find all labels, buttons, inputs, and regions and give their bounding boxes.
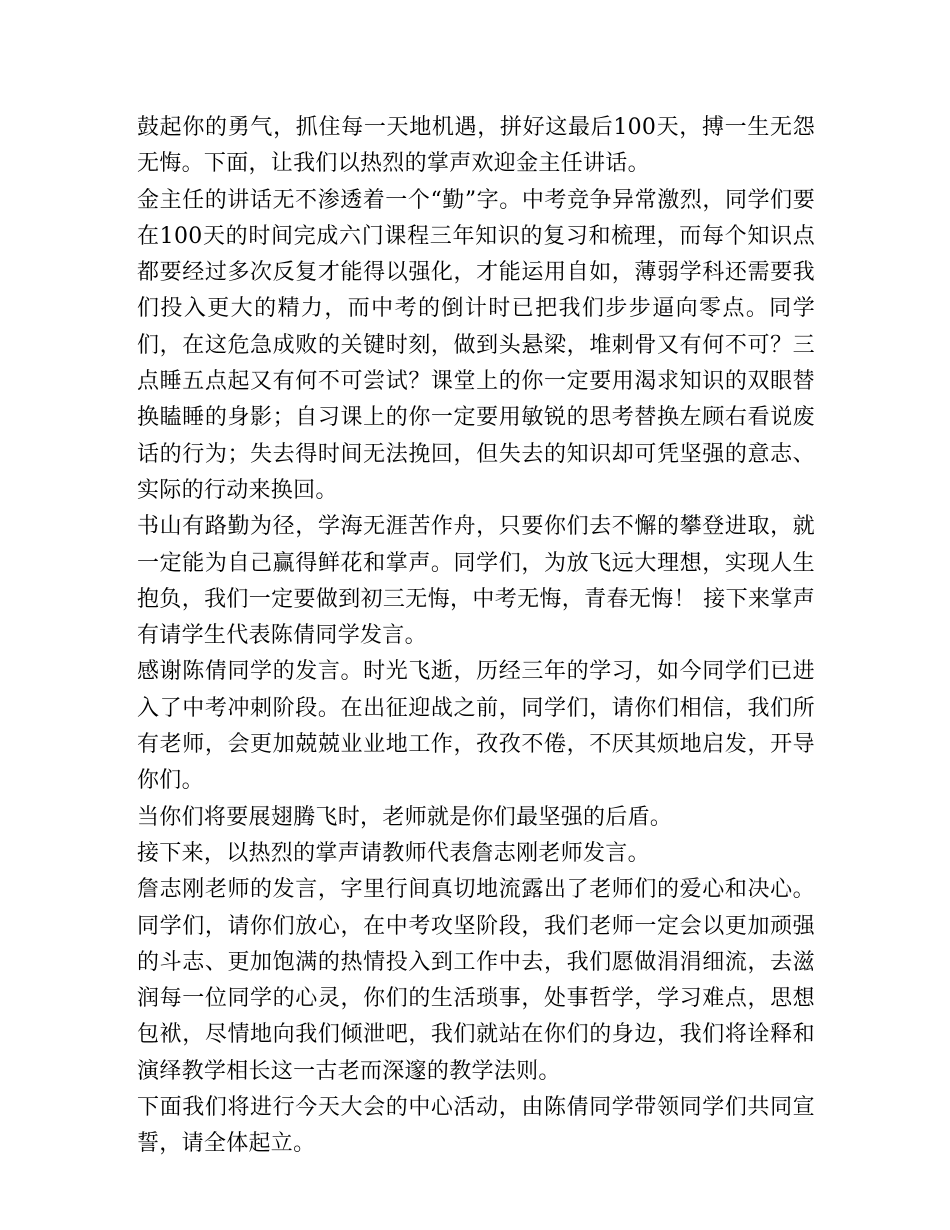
paragraph-4: 感谢陈倩同学的发言。时光飞逝，历经三年的学习，如今同学们已进入了中考冲刺阶段。在出征迎战之前，同学们，请你们相信，我们所有老师，会更加兢兢业业地工作，孜孜不倦，不厌其烦地启发，开导你们。 [137, 659, 815, 794]
paragraph-2: 金主任的讲话无不渗透着一个“勤”字。中考竞争异常激烈，同学们要在100天的时间完成六门课程三年知识的复习和梳理，而每个知识点都要经过多次反复才能得以强化，才能运用自如，薄弱学科还需要我们投入更大的精力，而中考的倒计时已把我们步步逼向零点。同学们，在这危急成败的关键时刻，做到头悬梁，堆刺骨又有何不可？三点睡五点起又有何不可尝试？课堂上的你一定要用渴求知识的双眼替换瞌睡的身影；自习课上的你一定要用敏锐的思考替换左顾右看说废话的行为；失去得时间无法挽回，但失去的知识却可凭坚强的意志、实际的行动来换回。 [137, 187, 815, 503]
paragraph-6: 接下来，以热烈的掌声请教师代表詹志刚老师发言。 [137, 840, 650, 866]
document-page [137, 110, 815, 1163]
paragraph-8: 下面我们将进行今天大会的中心活动，由陈倩同学带领同学们共同宣誓，请全体起立。 [137, 1095, 815, 1157]
paragraph-1: 鼓起你的勇气，抓住每一天地机遇，拼好这最后100天，搏一生无怨无悔。下面，让我们以热烈的掌声欢迎金主任讲话。 [137, 115, 815, 177]
paragraph-3: 书山有路勤为径，学海无涯苦作舟，只要你们去不懈的攀登进取，就一定能为自己赢得鲜花和掌声。同学们，为放飞远大理想，实现人生抱负，我们一定要做到初三无悔，中考无悔，青春无悔！ 接下来掌声有请学生代表陈倩同学发言。 [137, 514, 815, 649]
paragraph-5: 当你们将要展翅腾飞时，老师就是你们最坚强的后盾。 [137, 804, 673, 830]
paragraph-7: 詹志刚老师的发言，字里行间真切地流露出了老师们的爱心和决心。同学们，请你们放心，在中考攻坚阶段，我们老师一定会以更加顽强的斗志、更加饱满的热情投入到工作中去，我们愿做涓涓细流，去滋润每一位同学的心灵，你们的生活琐事，处事哲学，学习难点，思想包袱，尽情地向我们倾泄吧，我们就站在你们的身边，我们将诠释和演绎教学相长这一古老而深邃的教学法则。 [137, 877, 815, 1084]
